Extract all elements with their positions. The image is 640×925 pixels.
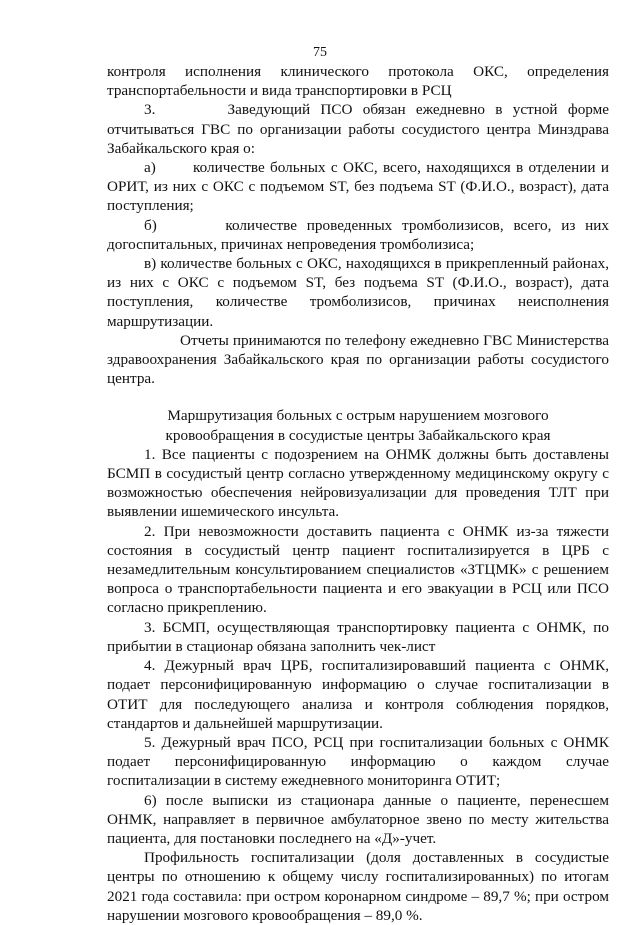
- paragraph-onmk-2: 2. При невозможности доставить пациента с ОНМК из-за тяжести состояния в сосудистый центр пациент госпитализируется в ЦРБ с незамедлительным консультированием специалистов «ЗТЦМК» с решением вопроса о транспортабельности пациента и его эвакуации в РСЦ или ПСО согласно прикреплению.: [107, 522, 609, 617]
- paragraph-onmk-4: 4. Дежурный врач ЦРБ, госпитализировавший пациента с ОНМК, подает персонифицированную информацию о случае госпитализации в ОТИТ для последующего анализа и контроля соблюдения порядков, стандартов и дальнейшей маршрутизации.: [107, 657, 609, 732]
- page-number: 75: [313, 45, 327, 60]
- paragraph-onmk-6: 6) после выписки из стационара данные о пациенте, перенесшем ОНМК, направляет в первичное амбулаторное звено по месту жительства пациента, для постановки последнего на «Д»-учет.: [107, 791, 609, 847]
- paragraph-onmk-3: 3. БСМП, осуществляющая транспортировку пациента с ОНМК, по прибытии в стационар обязана заполнить чек-лист: [107, 618, 609, 655]
- section-heading: Маршрутизация больных с острым нарушением мозгового кровообращения в сосудистые центры Забайкальского края: [165, 407, 551, 444]
- section-spacer: [107, 388, 609, 406]
- paragraph-protocol-control: контроля исполнения клинического протокола ОКС, определения транспортабельности и вида транспортировки в РСЦ: [107, 63, 609, 100]
- paragraph-onmk-1: 1. Все пациенты с подозрением на ОНМК должны быть доставлены БСМП в сосудистый центр согласно утвержденному медицинскому округу с возможностью обеспечения нейровизуализации для проведения ТЛТ при выявлении ишемического инсульта.: [107, 445, 609, 521]
- paragraph-item-a: а) количестве больных с ОКС, всего, находящихся в отделении и ОРИТ, из них с ОКС с подъемом ST, без подъема ST (Ф.И.О., возраст), дата поступления;: [107, 159, 609, 215]
- paragraph-item-v: в) количестве больных с ОКС, находящихся в прикрепленный районах, из них с ОКС с подъемом ST, без подъема ST (Ф.И.О., возраст), дата поступления, количестве тромболизисов, причинах неисполнения маршрутизации.: [107, 255, 609, 330]
- paragraph-profile-hospitalization: Профильность госпитализации (доля доставленных в сосудистые центры по отношению к общему числу госпитализированных) по итогам 2021 года составила: при остром коронарном синдроме – 89,7 %; при остром нарушении мозгового кровообращения – 89,0 %.: [107, 849, 609, 924]
- paragraph-onmk-5: 5. Дежурный врач ПСО, РСЦ при госпитализации больных с ОНМК подает персонифицированную информацию о каждом случае госпитализации в систему ежедневного мониторинга ОТИТ;: [107, 733, 609, 790]
- paragraph-item-b: б) количестве проведенных тромболизисов, всего, из них догоспитальных, причинах непроведения тромболизиса;: [107, 216, 609, 253]
- document-body: [107, 62, 609, 925]
- paragraph-reports-by-phone: Отчеты принимаются по телефону ежедневно ГВС Министерства здравоохранения Забайкальского края по организации работы сосудистого центра.: [107, 331, 609, 388]
- paragraph-pso-head-report: 3. Заведующий ПСО обязан ежедневно в устной форме отчитываться ГВС по организации работы сосудистого центра Минздрава Забайкальского края о:: [107, 101, 609, 157]
